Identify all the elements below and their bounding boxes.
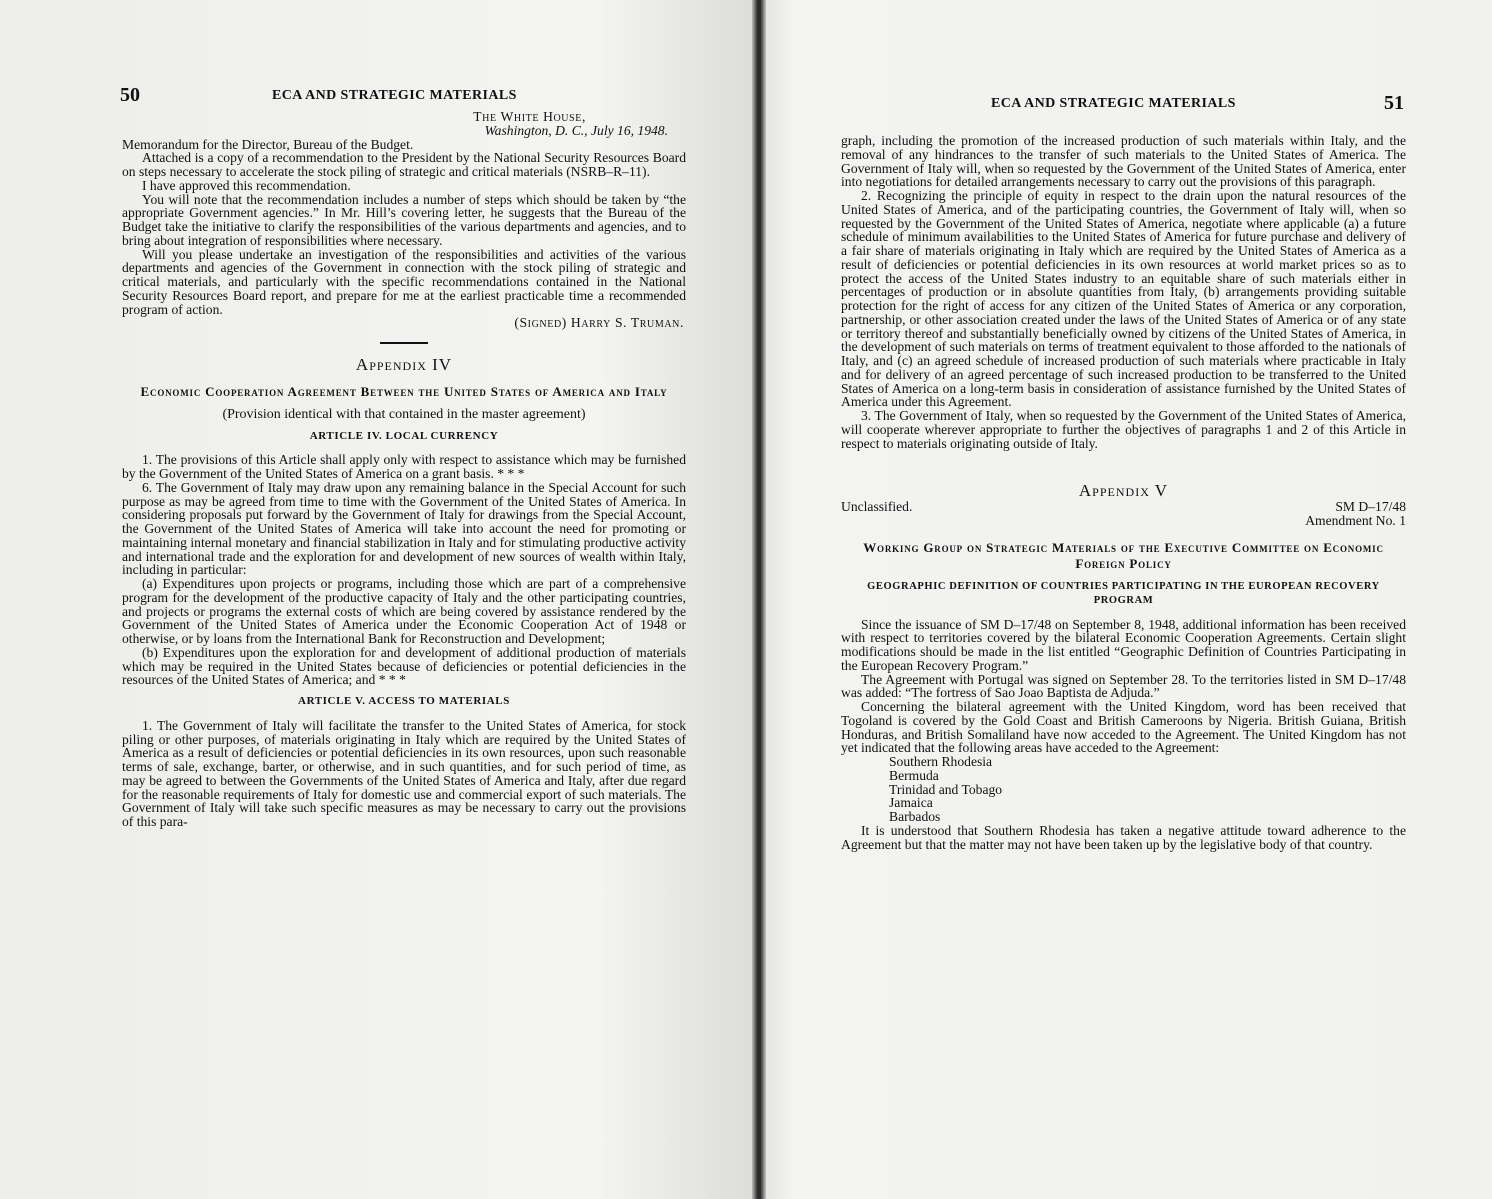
right-column xyxy=(841,134,1406,851)
memo-paragraph-4: Will you please undertake an investigation of the responsibilities and activities of the various departments and agencies of the Government in connection with the stock piling of strategic and critical materials, and particularly with the specific recommendations contained in the National Security Resources Board report, and prepare for me at the earliest practicable time a recommended program of action. xyxy=(122,246,686,317)
right-page xyxy=(766,0,1492,1199)
article-iv-heading: ARTICLE IV. LOCAL CURRENCY xyxy=(309,429,499,442)
article-v-paragraph-2: 2. Recognizing the principle of equity in respect to the drain upon the natural resources of the United States of America, and of the participating countries, the Government of Italy will, when so requested by the Government of the United States of America, negotiate where applicable (a) a future schedule of minimum availabilities to the United States of America for future purchase and delivery of a fair share of materials originating in Italy which are required by the United States of America as a result of deficiencies or potential deficiencies in its own resources at world market prices so as to protect the access of the United States industry to an equitable share of such materials either in percentages of production or in absolute quantities from Italy, (b) arrangements providing suitable protection for the right of access for any citizen of the United States of America or any corporation, partnership, or other association created under the laws of the United States of America or of any state or territory thereof and substantially beneficially owned by citizens of the United States of America, in the development of such materials on terms of treatment equivalent to those afforded to the nationals of Italy, and (c) an agreed schedule of increased production of such materials where practicable in Italy and for delivery of an agreed percentage of such increased production to be transferred to the United States of America on a long-term basis in consideration of assistance furnished by the United States of America under this Agreement. xyxy=(841,188,1406,410)
classification: Unclassified. xyxy=(841,499,913,514)
list-item: Southern Rhodesia xyxy=(889,754,993,769)
list-item: Barbados xyxy=(889,809,941,824)
book-gutter xyxy=(752,0,766,1199)
geographic-paragraph-3: Concerning the bilateral agreement with the United Kingdom, word has been received that Togoland is covered by the Gold Coast and British Cameroons by Nigeria. British Guiana, British Honduras, and British Somaliland have now acceded to the Agreement. The United Kingdom has not yet indicated that the following areas have acceded to the Agreement: xyxy=(841,699,1406,756)
heading-house: The White House, xyxy=(473,109,586,124)
article-v-heading: ARTICLE V. ACCESS TO MATERIALS xyxy=(298,695,510,707)
left-column xyxy=(122,110,686,829)
article-iv-paragraph-6: 6. The Government of Italy may draw upon any remaining balance in the Special Account for such purpose as may be agreed from time to time with the Government of the United States of America. In considering proposals put forward by the Government of Italy for drawings from the Special Account, the Government of the United States of America will take into account the need for promoting or maintaining internal monetary and financial stabilization in Italy and for stimulating productive activity and international trade and the exploration for and development of new sources of wealth within Italy, including in particular: xyxy=(122,479,686,578)
divider-rule xyxy=(380,342,428,344)
agreement-title: Economic Cooperation Agreement Between the United States of America and Italy xyxy=(140,383,668,399)
classification-row xyxy=(841,500,1406,514)
working-group-title: Working Group on Strategic Materials of the Executive Committee on Economic Foreign Policy xyxy=(863,539,1384,571)
article-v-paragraph-1: 1. The Government of Italy will facilitate the transfer to the United States of America, for stock piling or other purposes, of materials originating in Italy which are required by the United States of America as a result of deficiencies or potential deficiencies in its own resources, upon such reasonable terms of sale, exchange, barter, or otherwise, and in such quantities, and for such period of time, as may be agreed to between the Governments of the United States of America and Italy, after due regard for the reasonable requirements of Italy for domestic use and commercial export of such materials. The Government of Italy will take such specific measures as may be necessary to carry out the provisions of this para- xyxy=(122,717,686,829)
article-iv-paragraph-1: 1. The provisions of this Article shall apply only with respect to assistance which may be furnished by the Government of the United States of America on a grant basis. * * * xyxy=(122,452,686,481)
geographic-paragraph-1: Since the issuance of SM D–17/48 on September 8, 1948, additional information has been received with respect to territories covered by the bilateral Economic Cooperation Agreements. Certain slight modifications should be made in the list entitled “Geographic Definition of Countries Participating in the European Recovery Program.” xyxy=(841,616,1406,673)
doc-id: SM D–17/48 xyxy=(1335,499,1406,514)
page-number-left: 50 xyxy=(120,84,140,106)
areas-list xyxy=(841,755,1406,824)
amendment: Amendment No. 1 xyxy=(1305,512,1406,528)
running-head-left: ECA AND STRATEGIC MATERIALS xyxy=(272,88,517,103)
article-iv-paragraph-b: (b) Expenditures upon the exploration for and development of additional production of materials which may be required in the United States because of deficiencies or potential deficiencies in the resources of the United States of America; and * * * xyxy=(122,644,686,688)
signature: (Signed) Harry S. Truman. xyxy=(514,315,684,331)
article-iv-paragraph-a: (a) Expenditures upon projects or programs, including those which are part of a comprehensive program for the development of the productive capacity of Italy and the other participating countries, and projects or programs the external costs of which are being covered by assistance rendered by the Government of the United States of America under the Economic Cooperation Act of 1948 or otherwise, or by loans from the International Bank for Reconstruction and Development; xyxy=(122,576,686,646)
appendix-iv-title: Appendix IV xyxy=(355,355,453,374)
continued-paragraph: graph, including the promotion of the increased production of such materials within Italy, and the removal of any hindrances to the transfer of such materials to the United States of America. The Government of Italy will, when so requested by the Government of the United States of America, enter into negotiations for detailed arrangements necessary to carry out the provisions of this paragraph. xyxy=(841,133,1406,190)
geographic-paragraph-2: The Agreement with Portugal was signed on September 28. To the territories listed in SM D–17/48 was added: “The fortress of Sao Joao Baptista de Adjuda.” xyxy=(841,671,1406,701)
running-head-right: ECA AND STRATEGIC MATERIALS xyxy=(991,96,1236,111)
appendix-v-title: Appendix V xyxy=(1078,481,1169,501)
article-v-paragraph-3: 3. The Government of Italy, when so requested by the Government of the United States of America, will cooperate wherever appropriate to further the objectives of paragraphs 1 and 2 of this Article in respect to materials originating outside of Italy. xyxy=(841,408,1406,451)
geographic-heading: GEOGRAPHIC DEFINITION OF COUNTRIES PARTICIPATING IN THE EUROPEAN RECOVERY PROGRAM xyxy=(867,580,1380,606)
memo-paragraph-1: Attached is a copy of a recommendation to the President by the National Security Resources Board on steps necessary to accelerate the stock piling of strategic and critical materials (NSRB–R–11). xyxy=(122,150,686,179)
heading-place: Washington, D. C., July 16, 1948. xyxy=(484,122,668,138)
page-number-right: 51 xyxy=(1384,92,1404,114)
list-item: Jamaica xyxy=(889,795,933,811)
list-item: Trinidad and Tobago xyxy=(889,781,1003,797)
memo-paragraph-3: You will note that the recommendation includes a number of steps which should be taken by “the appropriate Government agencies.” In Mr. Hill’s covering letter, he suggests that the Bureau of the Budget take the initiative to clarify the responsibilities of the various departments and agencies, and to bring about integration of responsibilities where necessary. xyxy=(122,191,686,248)
list-item: Bermuda xyxy=(889,767,939,783)
memo-to: Memorandum for the Director, Bureau of the Budget. xyxy=(122,136,414,152)
memo-paragraph-2: I have approved this recommendation. xyxy=(142,177,351,193)
geographic-paragraph-4: It is understood that Southern Rhodesia has taken a negative attitude toward adherence to the Agreement but that the matter may not have been taken up by the legislative body of that country. xyxy=(841,822,1406,852)
provision-note: (Provision identical with that contained in the master agreement) xyxy=(222,406,586,422)
